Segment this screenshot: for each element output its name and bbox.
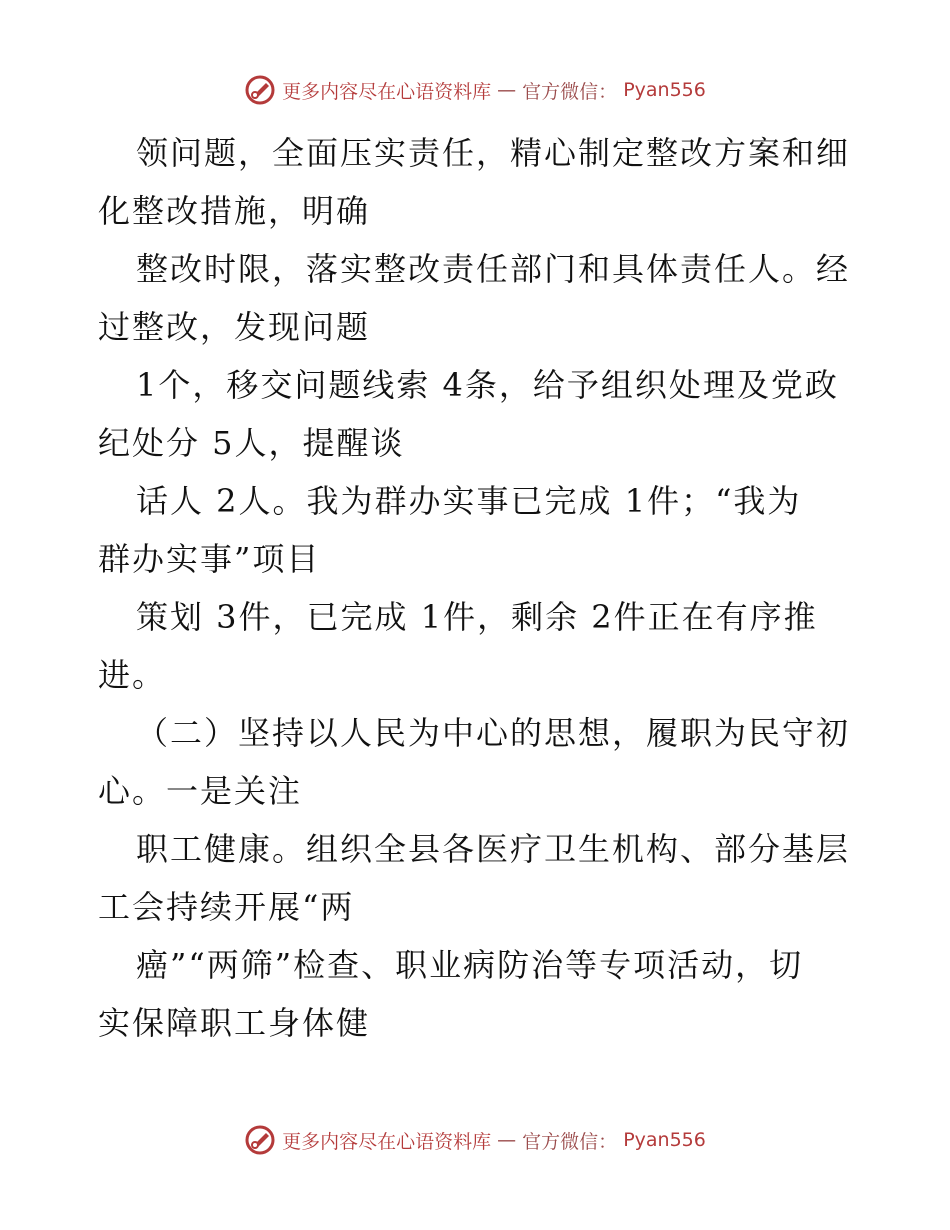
paragraph-line: 实保障职工身体健 [98, 1004, 371, 1042]
logo-icon [244, 1124, 276, 1156]
header-watermark [0, 74, 950, 106]
paragraph-line: 1个，移交问题线索 4条，给予组织处理及党政 [136, 366, 839, 404]
watermark-text: 更多内容尽在心语资料库 [282, 1130, 492, 1153]
paragraph-line: 领问题，全面压实责任，精心制定整改方案和细 [136, 134, 851, 172]
paragraph-line: 整改时限，落实整改责任部门和具体责任人。经 [136, 250, 851, 288]
paragraph-line: 纪处分 5人，提醒谈 [98, 424, 405, 462]
logo-icon [244, 74, 276, 106]
watermark-wechat-id: Pyan556 [623, 79, 706, 101]
paragraph [98, 704, 858, 820]
watermark-separator: — [497, 79, 517, 101]
footer-watermark [0, 1124, 950, 1156]
paragraph [98, 124, 858, 240]
paragraph [98, 240, 858, 356]
paragraph-line: 话人 2人。我为群办实事已完成 1件；“我为 [136, 482, 802, 520]
paragraph-line: 策划 3件，已完成 1件，剩余 2件正在有序推 [136, 598, 818, 636]
document-body [98, 124, 858, 1052]
paragraph-line: 进。 [98, 656, 167, 694]
watermark-official-label: 官方微信： [522, 1130, 618, 1153]
paragraph [98, 820, 858, 936]
paragraph-line: 群办实事”项目 [98, 540, 321, 578]
paragraph-line: （二）坚持以人民为中心的思想，履职为民守初 [136, 714, 851, 752]
paragraph-line: 职工健康。组织全县各医疗卫生机构、部分基层 [136, 830, 851, 868]
paragraph-line: 工会持续开展“两 [98, 888, 355, 926]
paragraph-line: 化整改措施，明确 [98, 192, 371, 230]
watermark-official-label: 官方微信： [522, 80, 618, 103]
paragraph [98, 472, 858, 588]
watermark-text: 更多内容尽在心语资料库 [282, 80, 492, 103]
paragraph [98, 356, 858, 472]
paragraph [98, 936, 858, 1052]
paragraph-line: 过整改，发现问题 [98, 308, 371, 346]
paragraph [98, 588, 858, 704]
paragraph-line: 癌”“两筛”检查、职业病防治等专项活动，切 [136, 946, 804, 984]
watermark-wechat-id: Pyan556 [623, 1129, 706, 1151]
paragraph-line: 心。一是关注 [98, 772, 303, 810]
watermark-separator: — [497, 1129, 517, 1151]
